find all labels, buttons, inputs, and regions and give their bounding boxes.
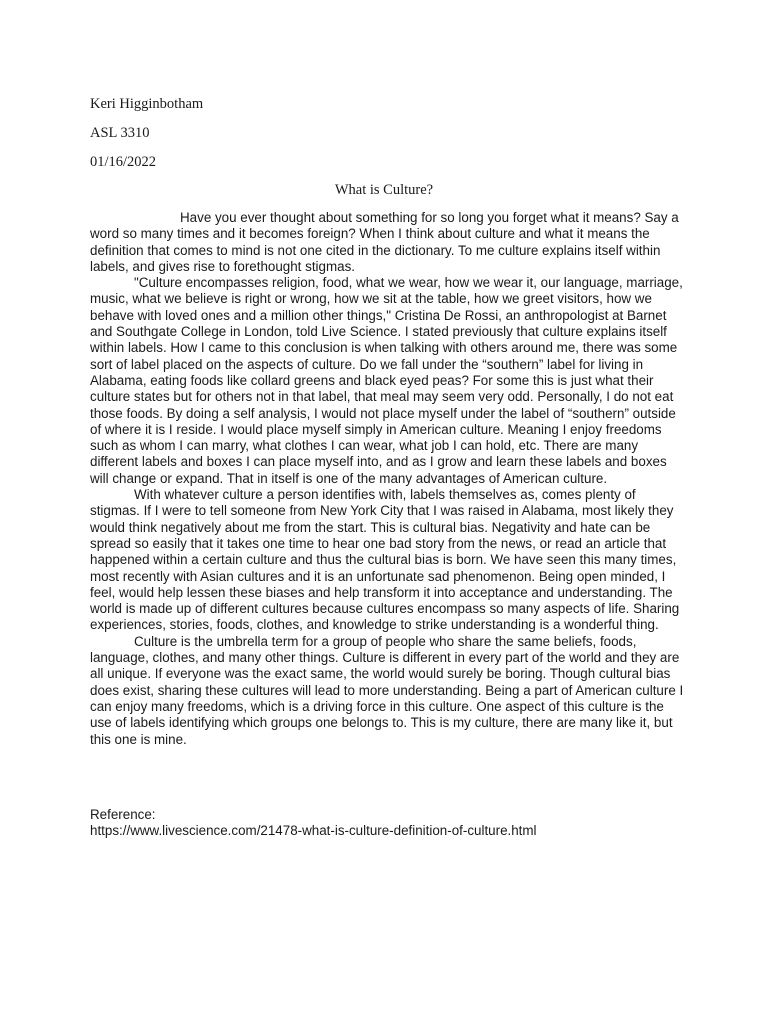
- essay-title: What is Culture?: [334, 182, 434, 198]
- paragraph-1: Have you ever thought about something for so long you forget what it means? Say a word so many times and it becomes foreign? When I think about culture and what it means the definition that comes to mind is not one cited in the dictionary. To me culture explains itself within labels, and gives rise to forethought stigmas.: [90, 210, 679, 274]
- document-date: 01/16/2022: [90, 154, 157, 170]
- reference-section: [90, 807, 537, 840]
- paragraph-2: "Culture encompasses religion, food, what we wear, how we wear it, our language, marriage, music, what we believe is right or wrong, how we sit at the table, how we greet visitors, how we behave with loved ones and a million other things," Cristina De Rossi, an anthropologist at Barnet and Southgate College in London, told Live Science. I stated previously that culture explains itself within labels. How I came to this conclusion is when talking with others around me, there was some sort of label placed on the aspects of culture. Do we fall under the “southern” label for living in Alabama, eating foods like collard greens and black eyed peas? For some this is just what their culture states but for others not in that label, that meal may seem very odd. Personally, I do not eat those foods. By doing a self analysis, I would not place myself under the label of “southern” outside of where it is I reside. I would place myself simply in American culture. Meaning I enjoy freedoms such as whom I can marry, what clothes I can wear, what job I can hold, etc. There are many different labels and boxes I can place myself into, and as I grow and learn these labels and boxes will change or expand. That in itself is one of the many advantages of American culture.: [90, 275, 683, 486]
- reference-label: Reference:: [90, 807, 156, 822]
- course-code: ASL 3310: [90, 125, 150, 141]
- reference-url: https://www.livescience.com/21478-what-is-culture-definition-of-culture.html: [90, 823, 537, 839]
- author-name: Keri Higginbotham: [90, 96, 204, 112]
- paragraph-4: Culture is the umbrella term for a group of people who share the same beliefs, foods, language, clothes, and many other things. Culture is different in every part of the world and they are all unique. If everyone was the exact same, the world would surely be boring. Though cultural bias does exist, sharing these cultures will lead to more understanding. Being a part of American culture I can enjoy many freedoms, which is a driving force in this culture. One aspect of this culture is the use of labels identifying which groups one belongs to. This is my culture, there are many like it, but this one is mine.: [90, 633, 684, 747]
- paragraph-3: With whatever culture a person identifies with, labels themselves as, comes plenty of stigmas. If I were to tell someone from New York City that I was raised in Alabama, most likely they would think negatively about me from the start. This is cultural bias. Negativity and hate can be spread so easily that it takes one time to hear one bad story from the news, or read an article that happened within a certain culture and thus the cultural bias is born. We have seen this many times, most recently with Asian cultures and it is an unfortunate sad phenomenon. Being open minded, I feel, would help lessen these biases and help transform it into acceptance and understanding. The world is made up of different cultures because cultures encompass so many aspects of life. Sharing experiences, stories, foods, clothes, and knowledge to strike understanding is a wonderful thing.: [90, 487, 680, 633]
- essay-body: [90, 210, 687, 748]
